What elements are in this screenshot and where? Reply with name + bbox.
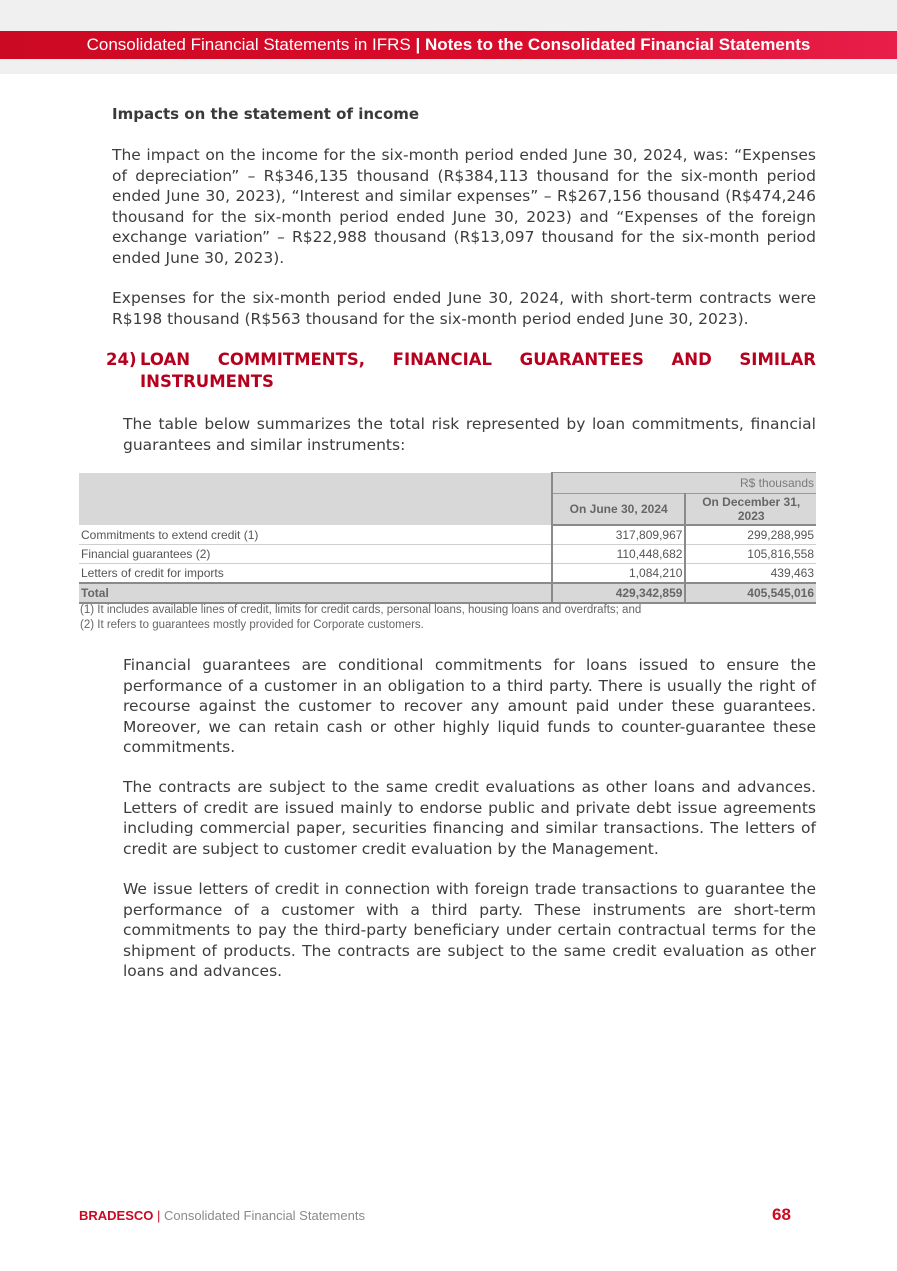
paragraph-income-impact: The impact on the income for the six-month period ended June 30, 2024, was: “Expenses of depreciation” – R$346,135 thousand (R$384,113 thousand for the six-month period ended June 30, 2023), “Interest and similar expenses” – R$267,156 thousand (R$474,246 thousand for the six-month period ended June 30, 2023) and “Expenses of the foreign exchange variation” – R$22,988 thousand (R$13,097 thousand for the six-month period ended June 30, 2023). <box>112 146 816 267</box>
loan-commitments-table <box>79 472 816 604</box>
row-value-2024: 110,448,682 <box>552 545 686 564</box>
note-number: 24) <box>106 350 137 369</box>
header-separator: | <box>415 35 421 54</box>
note-title-line1: LOAN COMMITMENTS, FINANCIAL GUARANTEES AND SIMILAR <box>140 350 816 369</box>
table-row <box>79 525 816 545</box>
header-left-text: Consolidated Financial Statements in IFRS <box>86 35 411 54</box>
total-value-2024: 429,342,859 <box>552 583 686 603</box>
table-footnote-2: (2) It refers to guarantees mostly provided for Corporate customers. <box>80 619 424 631</box>
row-value-2023: 105,816,558 <box>685 545 816 564</box>
row-value-2024: 1,084,210 <box>552 564 686 584</box>
table-row <box>79 564 816 584</box>
section-heading: Impacts on the statement of income <box>112 105 420 123</box>
column-header-june-2024: On June 30, 2024 <box>552 494 686 526</box>
row-value-2023: 299,288,995 <box>685 525 816 545</box>
page-header <box>0 31 897 59</box>
footer-separator: | <box>157 1208 161 1223</box>
column-header-december-2023: On December 31, 2023 <box>685 494 816 526</box>
paragraph-table-intro: The table below summarizes the total risk represented by loan commitments, financial guarantees and similar instruments: <box>123 415 816 454</box>
total-value-2023: 405,545,016 <box>685 583 816 603</box>
paragraph-letters-of-credit: We issue letters of credit in connection with foreign trade transactions to guarantee the performance of a customer with a third party. These instruments are short-term commitments to pay the third-party beneficiary under certain contractual terms for the shipment of products. The contracts are subject to the same credit evaluation as other loans and advances. <box>123 880 816 980</box>
total-label: Total <box>79 583 552 603</box>
row-value-2023: 439,463 <box>685 564 816 584</box>
table-row <box>79 545 816 564</box>
page-number: 68 <box>772 1205 791 1224</box>
paragraph-credit-evaluations: The contracts are subject to the same credit evaluations as other loans and advances. Letters of credit are issued mainly to endorse public and private debt issue agreements including commercial paper, securities financing and similar transactions. The letters of credit are subject to customer credit evaluation by the Management. <box>123 778 816 858</box>
row-label: Letters of credit for imports <box>79 564 552 584</box>
table-header-blank <box>79 473 552 526</box>
footer-brand: BRADESCO <box>79 1208 154 1223</box>
row-label: Commitments to extend credit (1) <box>79 525 552 545</box>
footer-doc-title: Consolidated Financial Statements <box>164 1208 365 1223</box>
paragraph-financial-guarantees: Financial guarantees are conditional commitments for loans issued to ensure the performance of a customer in an obligation to a third party. There is usually the right of recourse against the customer to recover any amount paid under these guarantees. Moreover, we can retain cash or other highly liquid funds to counter-guarantee these commitments. <box>123 656 816 756</box>
paragraph-short-term-expenses: Expenses for the six-month period ended June 30, 2024, with short-term contracts were R$198 thousand (R$563 thousand for the six-month period ended June 30, 2023). <box>112 289 816 328</box>
header-right-text: Notes to the Consolidated Financial Statements <box>424 35 811 54</box>
table-footnote-1: (1) It includes available lines of credit, limits for credit cards, personal loans, housing loans and overdrafts; and <box>80 604 642 616</box>
note-title-line2: INSTRUMENTS <box>140 372 274 391</box>
row-label: Financial guarantees (2) <box>79 545 552 564</box>
row-value-2024: 317,809,967 <box>552 525 686 545</box>
table-unit: R$ thousands <box>552 473 816 494</box>
table-total-row <box>79 583 816 603</box>
page-footer <box>79 1208 365 1223</box>
